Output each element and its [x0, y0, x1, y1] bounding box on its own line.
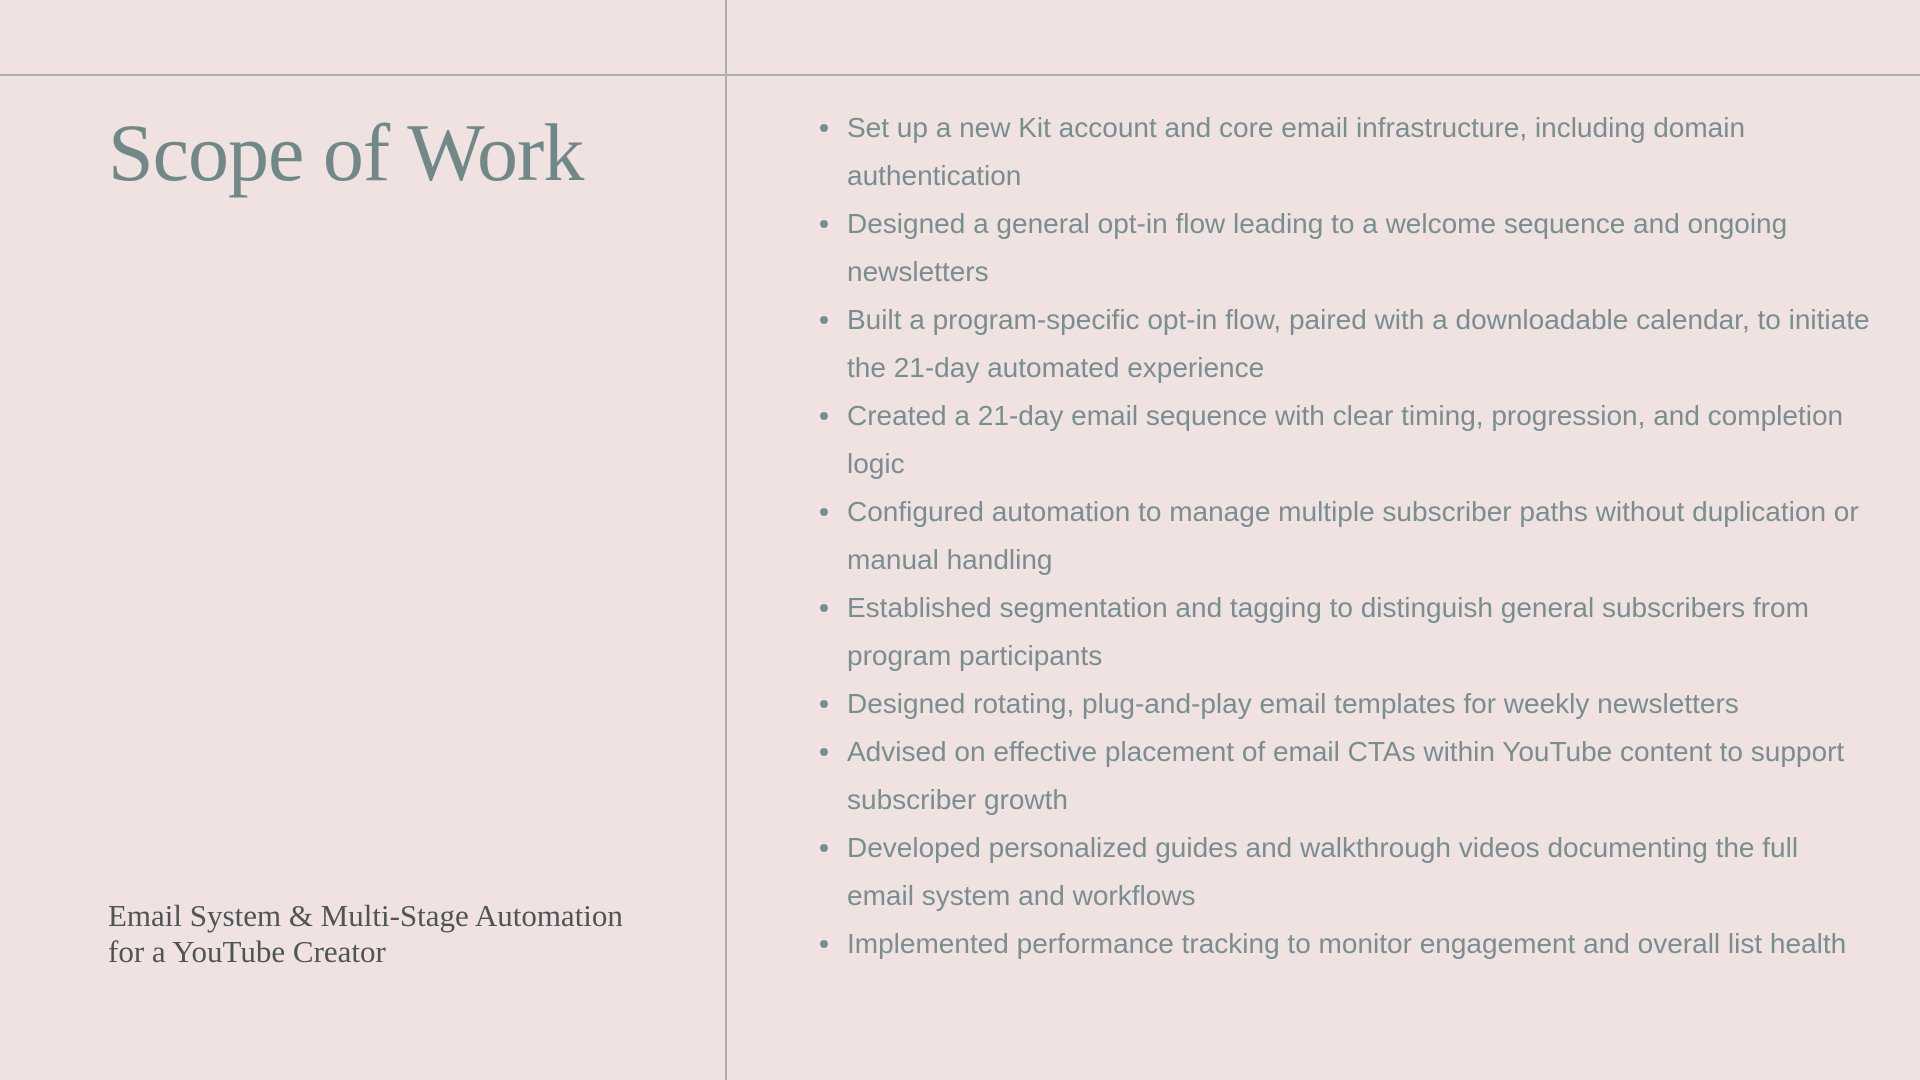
project-subtitle — [108, 898, 688, 970]
scope-item: Established segmentation and tagging to distinguish general subscribers from program participants — [820, 584, 1870, 680]
scope-item: Designed rotating, plug-and-play email templates for weekly newsletters — [820, 680, 1870, 728]
scope-item: Set up a new Kit account and core email infrastructure, including domain authentication — [820, 104, 1870, 200]
scope-item: Built a program-specific opt-in flow, paired with a downloadable calendar, to initiate the 21-day automated experience — [820, 296, 1870, 392]
scope-item: Designed a general opt-in flow leading to a welcome sequence and ongoing newsletters — [820, 200, 1870, 296]
scope-item: Developed personalized guides and walkthrough videos documenting the full email system and workflows — [820, 824, 1870, 920]
page-title: Scope of Work — [108, 107, 584, 198]
scope-item: Advised on effective placement of email CTAs within YouTube content to support subscriber growth — [820, 728, 1870, 824]
scope-list — [820, 104, 1870, 968]
vertical-divider — [725, 0, 727, 1080]
scope-item: Configured automation to manage multiple subscriber paths without duplication or manual handling — [820, 488, 1870, 584]
subtitle-line-2: for a YouTube Creator — [108, 934, 386, 969]
scope-item: Created a 21-day email sequence with clear timing, progression, and completion logic — [820, 392, 1870, 488]
horizontal-divider — [0, 74, 1920, 76]
scope-item: Implemented performance tracking to monitor engagement and overall list health — [820, 920, 1870, 968]
subtitle-line-1: Email System & Multi-Stage Automation — [108, 898, 623, 933]
